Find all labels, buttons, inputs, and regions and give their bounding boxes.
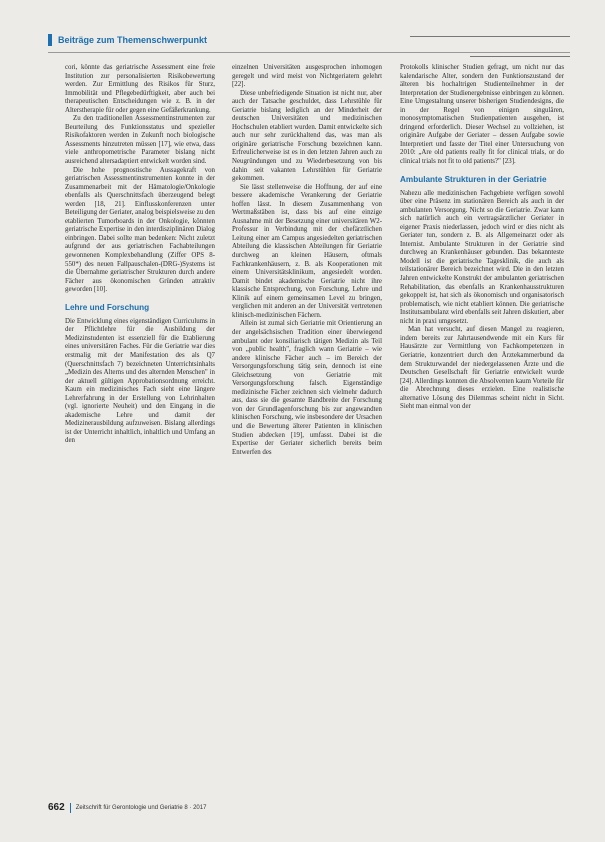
text-column-1 xyxy=(65,64,215,446)
header-rule xyxy=(410,36,570,37)
footer-divider xyxy=(70,803,71,813)
header-divider xyxy=(48,52,570,53)
header-accent-bar xyxy=(48,34,52,46)
paragraph: Zu den traditionellen Assessmentinstrumenten zur Beurteilung des Funktionsstatus und spezieller Risikofaktoren werden in Zukunft noch biologische Assessments hinzutreten müssen [17], wie etwa, dass viele anthropometrische Parameter bislang nicht ausreichend altersadaptiert entwickelt worden sind. xyxy=(65,115,215,166)
text-column-3 xyxy=(400,64,564,412)
paragraph: Allein ist zumal sich Geriatrie mit Orientierung an der angelsächsischen Tradition einer überwiegend ambulant oder konsiliarisch tätigen Medizin als Teil von „public health", fraglich wann Geriatrie – wie andere klinische Fächer auch – im Bereich der Versorgungsforschung tätig sein, dennoch ist eine Gleichsetzung von Geriatrie mit Versorgungsforschung falsch. Eigenständige medizinische Fächer zeichnen sich vielmehr dadurch aus, dass sie die gesamte Bandbreite der Forschung von der Grundlagenforschung bis zur angewandten klinischen Forschung, wie insbesondere der Ursachen und die Bewertung älterer Patienten in klinischen Studien abdecken [19], umfasst. Dabei ist die Expertise der Geriater sicherlich bereits beim Entwerfen des xyxy=(232,320,382,456)
page-number: 662 xyxy=(48,802,65,813)
text-column-2 xyxy=(232,64,382,457)
paragraph: einzelnen Universitäten ausgesprochen inhomogen geregelt und wird meist von Nichtgeriatern gelehrt [22]. xyxy=(232,64,382,89)
section-header xyxy=(48,32,568,48)
section-heading: Ambulante Strukturen in der Geriatrie xyxy=(400,174,547,184)
header-rule-right xyxy=(470,56,570,57)
section-heading: Lehre und Forschung xyxy=(65,302,150,312)
section-title: Beiträge zum Themenschwerpunkt xyxy=(58,35,208,45)
paragraph: Nahezu alle medizinischen Fachgebiete verfügen sowohl über eine Präsenz im stationären Bereich als auch in der ambulanten Versorgung. Nicht so die Geriatrie. Zwar kann sich natürlich auch ein vertragsärztlicher Geriater in eigener Praxis niederlassen, jedoch wird er dies nicht als Geriater tun, sondern z. B. als Allgemeinarzt oder als Internist. Ambulante Strukturen in der Geriatrie sind durchweg an Krankenhäuser gebunden. Das bekannteste Modell ist die geriatrische Tagesklinik, die auch als teilstationärer Bereich bezeichnet wird. Die in den letzten Jahren entwickelte Konstrukt der ambulanten geriatrischen Rehabilitation, das ebenfalls an Krankenhausstrukturen gekoppelt ist, hat sich als ökonomisch und organisatorisch problematisch, wie nicht etabliert können. Die geriatrische Institutsambulanz wird ebenfalls seit Jahren diskutiert, aber nicht in praxi umgesetzt. xyxy=(400,189,564,325)
paragraph: Die hohe prognostische Aussagekraft von geriatrischen Assessmentinstrumenten konnte in der Zusammenarbeit mit der Hämatologie/Onkologie ebenfalls als Querschnittsfach überzeugend belegt werden [18, 21]. Einflusskonferenzen unter Beteiligung der Geriater, analog beispielsweise zu den etablierten Tumorboards in der Onkologie, könnten geriatrische Expertise in den interdisziplinären Dialog einbringen. Dabei sollte man bedenken: Nicht zuletzt aufgrund der aus geriatrischen Fachabteilungen gewonnenen Komplexbehandlung (Ziffer OPS 8-550*) des neuen Fallpauschalen-(DRG-)Systems ist die Übernahme geriatrischer Strukturen durch andere Fächer aus ökonomischen Gründen attraktiv geworden [10]. xyxy=(65,166,215,294)
paragraph: Protokolls klinischer Studien gefragt, um nicht nur das kalendarische Alter, sondern den Funktionszustand der älteren bis hochaltrigen Studienteilnehmer in der Interpretation der Studienergebnisse einbringen zu können. Eine Umgestaltung unserer bisherigen Studiendesigns, die in der Regel von einigen singulären, monosymptomatischen Studienpatienten ausgehen, ist dringend erforderlich. Dieser Wechsel zu vollziehen, ist originäre Aufgabe der Geriater – dessen Aufgabe sowie Interpretiert und fasste der Titel einer Untersuchung von 2010: „Are old patients really fit for clinical trials, or do clinical trials not fit to old patients?" [23]. xyxy=(400,64,564,166)
journal-citation: Zeitschrift für Gerontologie und Geriatrie 8 · 2017 xyxy=(75,804,207,811)
paragraph: Diese unbefriedigende Situation ist nicht nur, aber auch der Tatsache geschuldet, dass Lehrstühle für Geriatrie bislang lediglich an der Minderheit der deutschen Universitäten und medizinischen Hochschulen etabliert wurden. Damit entwickelte sich auch nur sehr zurückhaltend das, was man als originäre geriatrische Forschung bezeichnen kann. Erfreulicherweise ist es in den letzten Jahren auch zu Neugründungen und zu Wiederbesetzung von bis dahin seit vakanten Lehrstühlen für Geriatrie gekommen. xyxy=(232,89,382,183)
page-footer xyxy=(48,802,206,813)
paragraph: cori, könnte das geriatrische Assessment eine freie Institution zur personalisierten Risikobewertung werden. Zur Ermittlung des Risikos für Sturz, Immobilität und Pflegebedürftigkeit, aber auch bei therapeutischen Entscheidungen wie z. B. in der Alterstherapie für oder gegen eine Gefäßerkrankung. xyxy=(65,64,215,114)
paragraph: Man hat versucht, auf diesen Mangel zu reagieren, indem bereits zur Jahrtausendwende mit ein Kurs für Hausärzte zur Vermittlung von Fachkompetenzen in Geriatrie, konzentriert durch den Ärztekammerbund da dem Strukturwandel der niedergelassenen Ärzte und die Deutschen Gesellschaft für Geriatrie entwickelt wurde [24]. Allerdings konnten die Absolventen kaum Vorteile für die Abrechnung dieses erzielen. Eine realistische alternative Lösung des Dilemmas scheint nicht in Sicht. Sieht man einmal von der xyxy=(400,326,564,411)
paragraph: Die Entwicklung eines eigenständigen Curriculums in der Pflichtlehre für die Ausbildung der Medizinstudenten ist essenziell für die Etablierung eines universitären Faches. Für die Geriatrie war dies erstmalig mit der Manifestation des als Q7 (Querschnittsfach 7) bezeichneten Unterrichtsinhalts „Medizin des Alterns und des alternden Menschen" in der aktuell gültigen Approbationsordnung erreicht. Kaum ein medizinisches Fach sieht eine längere Lehrerfahrung in der Erstellung von Lehrinhalten (vgl. ignorierte Neuheit) und den Eingang in die akademische Lehre und damit der Medizinerausbildung aufzuweisen. Bislang allerdings ist der Unterricht inhaltlich, inhaltlich und Umfang an den xyxy=(65,317,215,445)
paragraph: Sie lässt stellenweise die Hoffnung, der auf eine bessere akademische Verankerung der Geriatrie hoffen lässt. In diesem Zusammenhang von Wertmaßstäben ist, dass bis auf eine einzige Ausnahme mit der Besetzung einer universitären W2-Professur in Verbindung mit der chefärztlichen Leitung einer am Campus angesiedelten geriatrischen Abteilung die klassischen Abteilungen für Geriatrie durchweg an kleinen Häusern, oftmals Fachkrankenhäusern, z. B. als Kooperationen mit einem Universitätsklinikum, angesiedelt worden. Damit bindet akademische Geriatrie nicht ihre klassische Entsprechung, von Forschung, Lehre und Klinik auf einem gemeinsamen Level zu bringen, verglichen mit anderen an der Universität vertretenen klinisch-medizinischen Fächern. xyxy=(232,183,382,319)
